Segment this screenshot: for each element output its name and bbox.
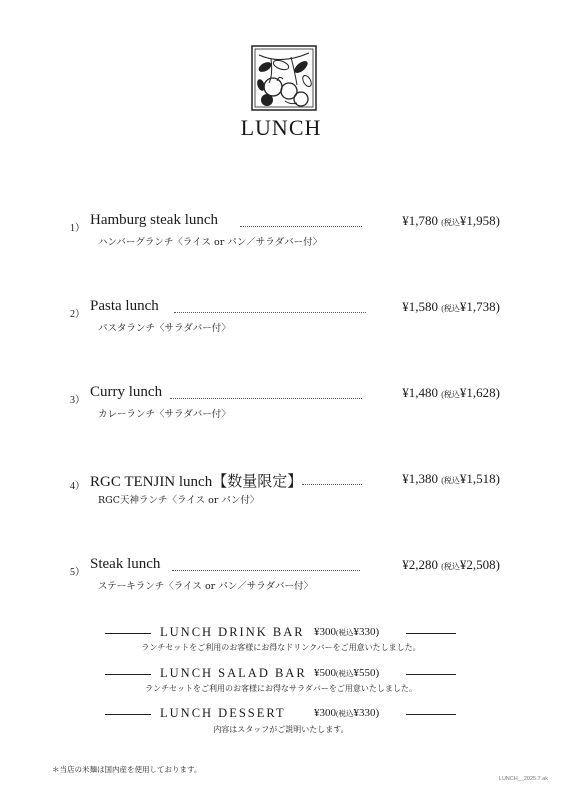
menu-item (70, 212, 500, 252)
item-number: 1） (70, 223, 85, 234)
item-price: ¥1,580 (税込¥1,738) (402, 299, 500, 314)
section-rule-right (406, 633, 456, 634)
dot-leader (170, 388, 362, 399)
item-subtitle: カレーランチ〈サラダバー付〉 (98, 409, 231, 420)
section-rule-left (105, 674, 151, 675)
menu-item (70, 298, 500, 338)
section-title: LUNCH DESSERT (160, 706, 286, 720)
section-rule-right (406, 714, 456, 715)
section-title: LUNCH DRINK BAR (160, 625, 305, 639)
item-name: Steak lunch (90, 556, 161, 572)
item-number: 4） (70, 481, 85, 492)
section-price: ¥300(税込¥330) (314, 626, 380, 638)
item-name: Curry lunch (90, 384, 163, 400)
section-description: 内容はスタッフがご説明いたします。 (213, 725, 349, 734)
menu-item (70, 470, 500, 510)
section-rule-right (406, 674, 456, 675)
fruit-branch-logo-icon (251, 45, 317, 111)
section-rule-left (105, 714, 151, 715)
item-number: 3） (70, 395, 85, 406)
menu-title: LUNCH (240, 115, 322, 140)
item-subtitle: パスタランチ〈サラダバー付〉 (98, 323, 231, 334)
dot-leader (172, 560, 360, 571)
section-title: LUNCH SALAD BAR (160, 666, 307, 680)
item-subtitle: ハンバーグランチ〈ライス or パン／サラダバー付〉 (98, 237, 323, 248)
dot-leader (302, 474, 362, 485)
dot-leader (240, 216, 362, 227)
item-price: ¥2,280 (税込¥2,508) (402, 557, 500, 572)
document-code: LUNCH__2025.7.ak (498, 776, 548, 782)
section-description: ランチセットをご利用のお客様にお得なドリンクバーをご用意いたしました。 (141, 643, 421, 652)
menu-item (70, 556, 500, 596)
item-number: 2） (70, 309, 85, 320)
item-number: 5） (70, 567, 85, 578)
item-subtitle: ステーキランチ〈ライス or パン／サラダバー付〉 (98, 581, 314, 592)
item-name: RGC TENJIN lunch【数量限定】 (90, 474, 303, 490)
section-price: ¥300(税込¥330) (314, 707, 380, 719)
section-rule-left (105, 633, 151, 634)
item-name: Pasta lunch (90, 298, 159, 314)
section-price: ¥500(税込¥550) (314, 667, 380, 679)
footnote: ＊当店の米麺は国内産を使用しております。 (52, 765, 202, 774)
item-price: ¥1,780 (税込¥1,958) (402, 213, 500, 228)
item-name: Hamburg steak lunch (90, 212, 219, 228)
item-subtitle: RGC天神ランチ〈ライス or パン付〉 (98, 495, 260, 506)
item-price: ¥1,480 (税込¥1,628) (402, 385, 500, 400)
menu-item (70, 384, 500, 424)
section-description: ランチセットをご利用のお客様にお得なサラダバーをご用意いたしました。 (145, 684, 417, 693)
dot-leader (174, 302, 366, 313)
item-price: ¥1,380 (税込¥1,518) (402, 471, 500, 486)
